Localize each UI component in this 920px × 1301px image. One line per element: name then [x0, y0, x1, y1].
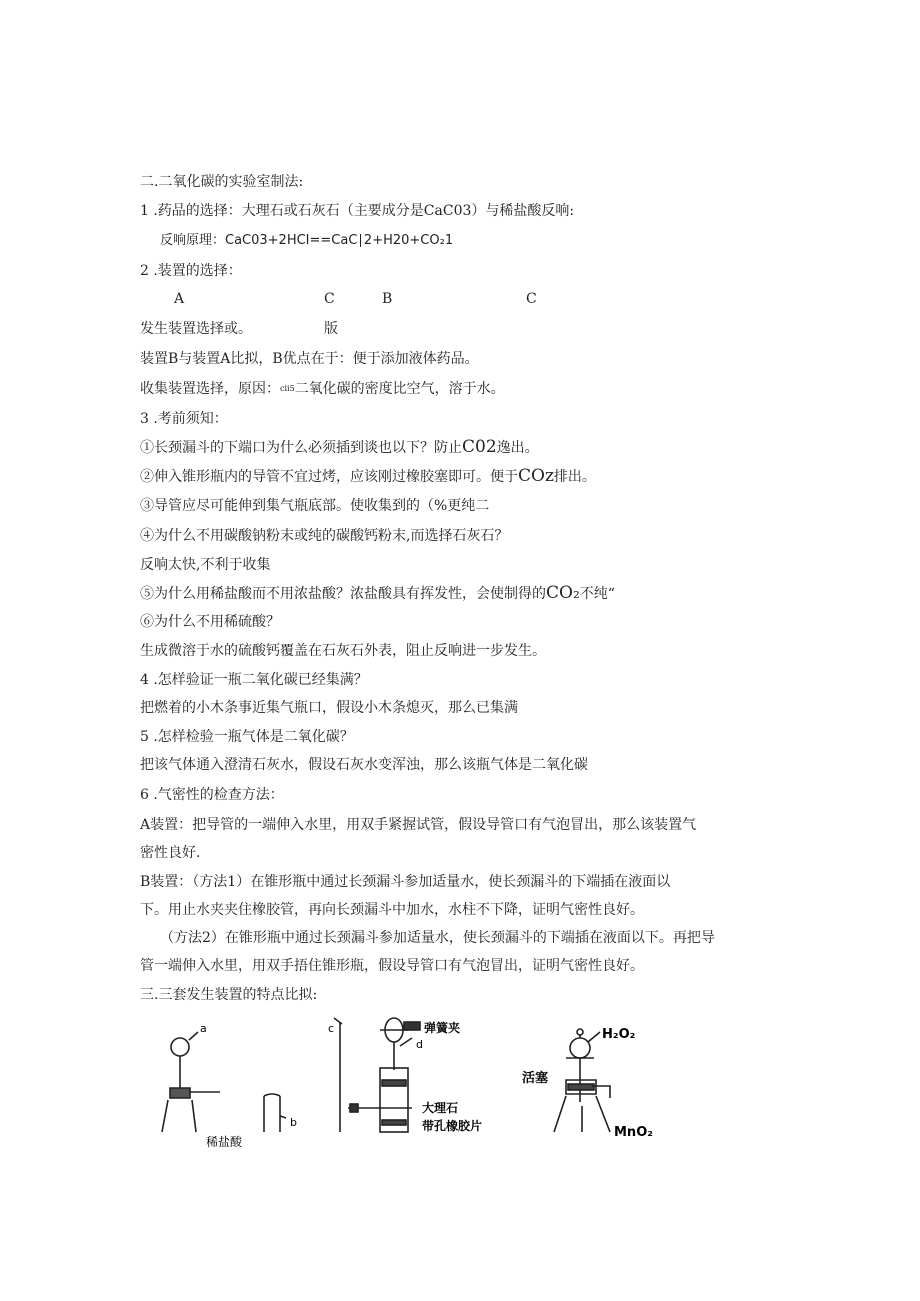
note2-formula: COz — [518, 466, 554, 486]
section3-title: 三.三套发生装置的特点比拟: — [140, 987, 318, 1003]
note5-text-b: 不纯“ — [579, 586, 615, 602]
reaction-principle: 反响原理：CaC03+2HCI==CaC∣2+H20+CO₂1 — [160, 233, 454, 248]
note5-formula: CO₂ — [546, 583, 580, 603]
note4-answer: 反响太快,不利于收集 — [140, 557, 271, 573]
fig3-h2o2-label: H₂O₂ — [602, 1027, 636, 1042]
note2-line — [140, 466, 596, 487]
apparatus-figures — [158, 1010, 678, 1149]
fig2-marble-label: 大理石 — [422, 1101, 459, 1115]
item6-a-line1: A装置：把导管的一端伸入水里，用双手紧握试管，假设导管口有气泡冒出，那么该装置气 — [140, 817, 697, 833]
fig2-label-d: d — [416, 1038, 423, 1051]
apparatus-b-figure — [326, 1010, 496, 1132]
note1-text-a: ①长颈漏斗的下端口为什么必须插到谈也以下？防止 — [140, 440, 462, 456]
fig2-plate-label: 带孔橡胶片 — [422, 1119, 483, 1133]
item6-a-line2: 密性良好. — [140, 845, 201, 861]
collect-text-a: 收集装置选择，原因： — [140, 381, 280, 397]
item4-text: 4 .怎样验证一瓶二氧化碳已经集满？ — [140, 672, 368, 688]
item6-c-line1: （方法2）在锥形瓶中通过长颈漏斗参加适量水，使长颈漏斗的下端插在液面以下。再把导 — [160, 930, 715, 946]
note5-line — [140, 583, 615, 604]
item3-text: 3 .考前须知： — [140, 411, 228, 427]
item6-b-line1: B装置：（方法1）在锥形瓶中通过长颈漏斗参加适量水，使长颈漏斗的下端插在液面以 — [140, 874, 671, 890]
apparatus-a-figure — [158, 1010, 308, 1149]
note5-text-a: ⑤为什么用稀盐酸而不用浓盐酸？浓盐酸具有挥发性，会使制得的 — [140, 586, 546, 602]
fig2-label-c: c — [328, 1022, 335, 1035]
generator-choice-tail: 版 — [324, 321, 338, 337]
fig1-label-bottom: 稀盐酸 — [206, 1135, 243, 1149]
item5-text: 5 .怎样检验一瓶气体是二氧化碳？ — [140, 729, 354, 745]
device-label-c2: C — [526, 291, 537, 307]
collect-line — [140, 379, 505, 399]
note1-line — [140, 437, 539, 458]
collect-small-text: cii5 — [280, 384, 295, 393]
item6-b-line2: 下。用止水夹夹住橡胶管，再向长颈漏斗中加水，水柱不下降，证明气密性良好。 — [140, 902, 644, 918]
device-label-b: B — [382, 291, 393, 307]
device-label-c1: C — [324, 291, 335, 307]
note6-answer: 生成微溶于水的硫酸钙覆盖在石灰石外表，阻止反响进一步发生。 — [140, 643, 546, 659]
note1-formula: C02 — [462, 437, 497, 457]
fig1-label-b: b — [290, 1116, 297, 1129]
note2-text-b: 排出。 — [553, 469, 596, 485]
item6-text: 6 .气密性的检查方法： — [140, 787, 284, 803]
fig3-valve-label: 活塞 — [522, 1071, 549, 1086]
item4-answer: 把燃着的小木条事近集气瓶口，假设小木条熄灭，那么已集满 — [140, 700, 518, 716]
note4-text: ④为什么不用碳酸钠粉末或纯的碳酸钙粉末,而选择石灰石？ — [140, 528, 509, 544]
fig3-mno2-label: MnO₂ — [614, 1125, 653, 1140]
note6-text: ⑥为什么不用稀硫酸？ — [140, 614, 280, 630]
generator-choice: 发生装置选择或。 — [140, 321, 252, 337]
collect-text-b: 二氧化碳的密度比空气，溶于水。 — [294, 381, 505, 397]
item2-text: 2 .装置的选择： — [140, 263, 242, 279]
fig1-label-a: a — [200, 1022, 207, 1035]
item6-c-line2: 管一端伸入水里，用双手捂住锥形瓶，假设导管口有气泡冒出，证明气密性良好。 — [140, 958, 644, 974]
device-label-a: A — [174, 291, 185, 307]
item1-text: 1 .药品的选择：大理石或石灰石（主要成分是CaC03）与稀盐酸反响: — [140, 203, 575, 219]
fig2-clamp-label: 弹簧夹 — [424, 1021, 461, 1035]
note1-text-b: 逸出。 — [496, 440, 539, 456]
item5-answer: 把该气体通入澄清石灰水，假设石灰水变浑浊，那么该瓶气体是二氧化碳 — [140, 757, 588, 773]
note3-text: ③导管应尽可能伸到集气瓶底部。使收集到的（%更纯二 — [140, 498, 490, 514]
section2-title: 二.二氧化碳的实验室制法: — [140, 174, 304, 190]
apparatus-c-figure — [518, 1010, 678, 1140]
note2-text-a: ②伸入锥形瓶内的导管不宜过烤，应该刚过橡胶塞即可。便于 — [140, 469, 518, 485]
compare-text: 装置B与装置A比拟，B优点在于：便于添加液体药品。 — [140, 351, 479, 367]
